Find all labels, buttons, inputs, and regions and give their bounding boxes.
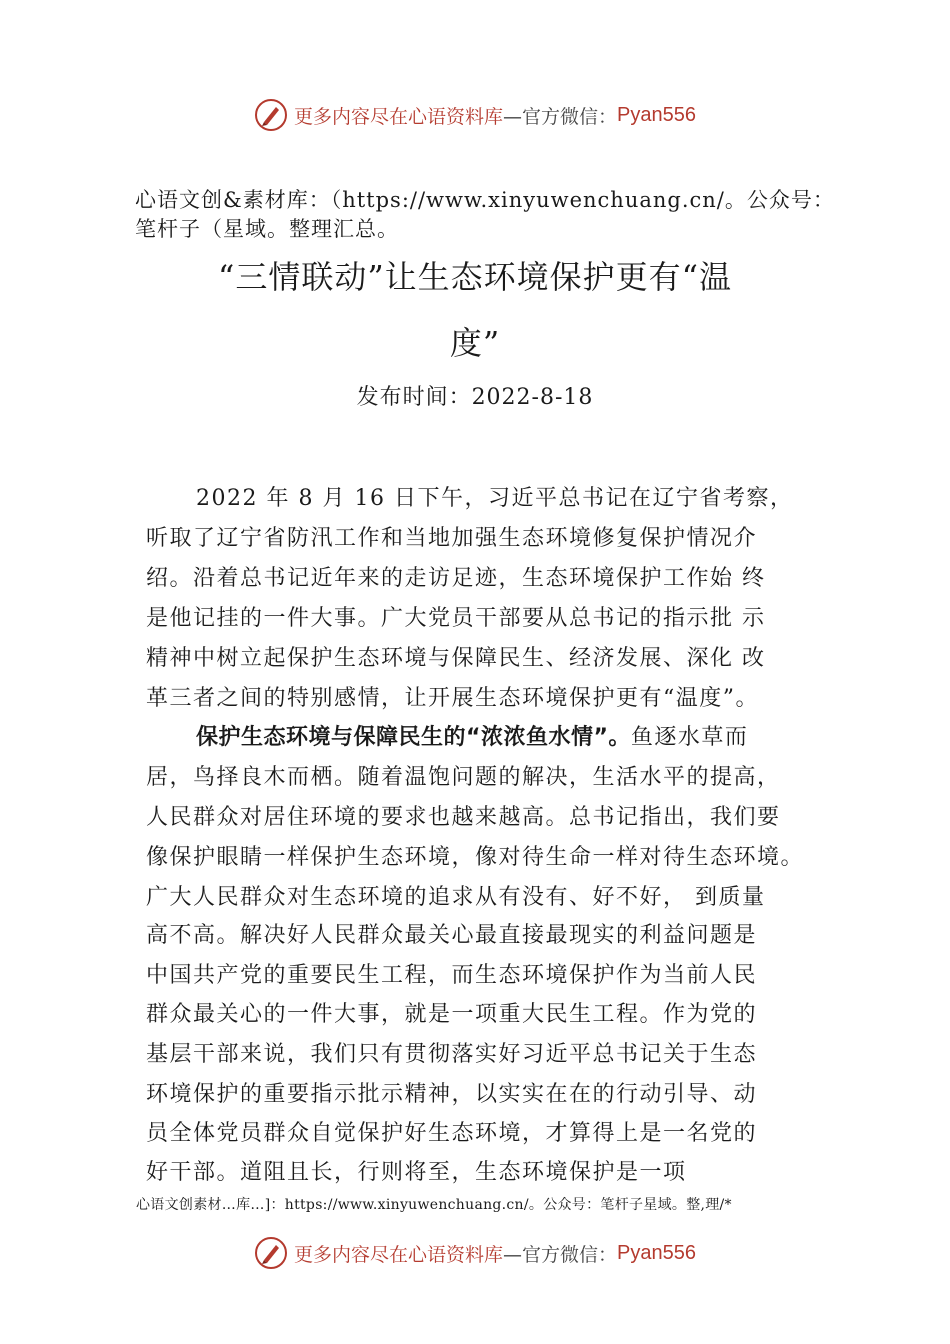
body-line: 2022 年 8 月 16 日下午，习近平总书记在辽宁省考察， <box>196 486 794 511</box>
body-line: 人民群众对居住环境的要求也越来越高。总书记指出，我们要 <box>146 805 781 830</box>
article-title-line-2: 度” <box>449 324 501 362</box>
body-line: 群众最关心的一件大事，就是一项重大民生工程。作为党的 <box>146 1002 758 1027</box>
body-line: 中国共产党的重要民生工程，而生态环境保护作为当前人民 <box>146 963 758 988</box>
body-line: 高不高。解决好人民群众最关心最直接最现实的利益问题是 <box>146 923 758 948</box>
publish-date: 发布时间：2022-8-18 <box>356 385 594 410</box>
bottom-banner <box>0 1233 950 1273</box>
banner-text: 更多内容尽在心语资料库 <box>294 105 504 128</box>
paragraph-heading: 保护生态环境与保障民生的“浓浓鱼水情”。 <box>196 725 631 750</box>
source-note: 心语文创&素材库：（https://www.xinyuwenchuang.cn/。公众号：笔杆子（星域。整理汇总。 <box>135 188 835 241</box>
body-line: 精神中树立起保护生态环境与保障民生、经济发展、深化 改 <box>146 646 766 671</box>
banner-text: 更多内容尽在心语资料库 <box>294 1243 504 1266</box>
body-line <box>196 720 748 751</box>
body-line: 是他记挂的一件大事。广大党员干部要从总书记的指示批 示 <box>146 606 766 631</box>
pen-logo-icon <box>254 1236 288 1270</box>
body-line: 员全体党员群众自觉保护好生态环境，才算得上是一名党的 <box>146 1121 758 1146</box>
banner-wechat-id: Pyan556 <box>617 103 696 126</box>
body-line: 居，鸟择良木而栖。随着温饱问题的解决，生活水平的提高， <box>146 765 781 790</box>
banner-separator: —官方微信： <box>503 1243 618 1266</box>
top-banner <box>0 95 950 135</box>
body-line: 环境保护的重要指示批示精神，以实实在在的行动引导、动 <box>146 1082 758 1107</box>
article-title-line-1: “三情联动”让生态环境保护更有“温 <box>217 258 733 296</box>
body-line: 听取了辽宁省防汛工作和当地加强生态环境修复保护情况介 <box>146 526 758 551</box>
paragraph-heading-rest: 鱼逐水草而 <box>630 725 749 750</box>
body-line: 基层干部来说，我们只有贯彻落实好习近平总书记关于生态 <box>146 1042 758 1067</box>
body-line: 广大人民群众对生态环境的追求从有没有、好不好， 到质量 <box>146 885 766 910</box>
banner-wechat-id: Pyan556 <box>617 1241 696 1264</box>
pen-logo-icon <box>254 98 288 132</box>
body-line: 绍。沿着总书记近年来的走访足迹，生态环境保护工作始 终 <box>146 566 766 591</box>
body-line: 像保护眼睛一样保护生态环境，像对待生命一样对待生态环境。 <box>146 845 805 870</box>
page-footer: 心语文创素材…库…]：https://www.xinyuwenchuang.cn/。公众号：笔杆子星域。整,理/* <box>136 1197 732 1213</box>
body-line: 革三者之间的特别感情，让开展生态环境保护更有“温度”。 <box>146 686 759 711</box>
banner-separator: —官方微信： <box>503 105 618 128</box>
body-line: 好干部。道阻且长，行则将至，生态环境保护是一项 <box>146 1160 687 1185</box>
